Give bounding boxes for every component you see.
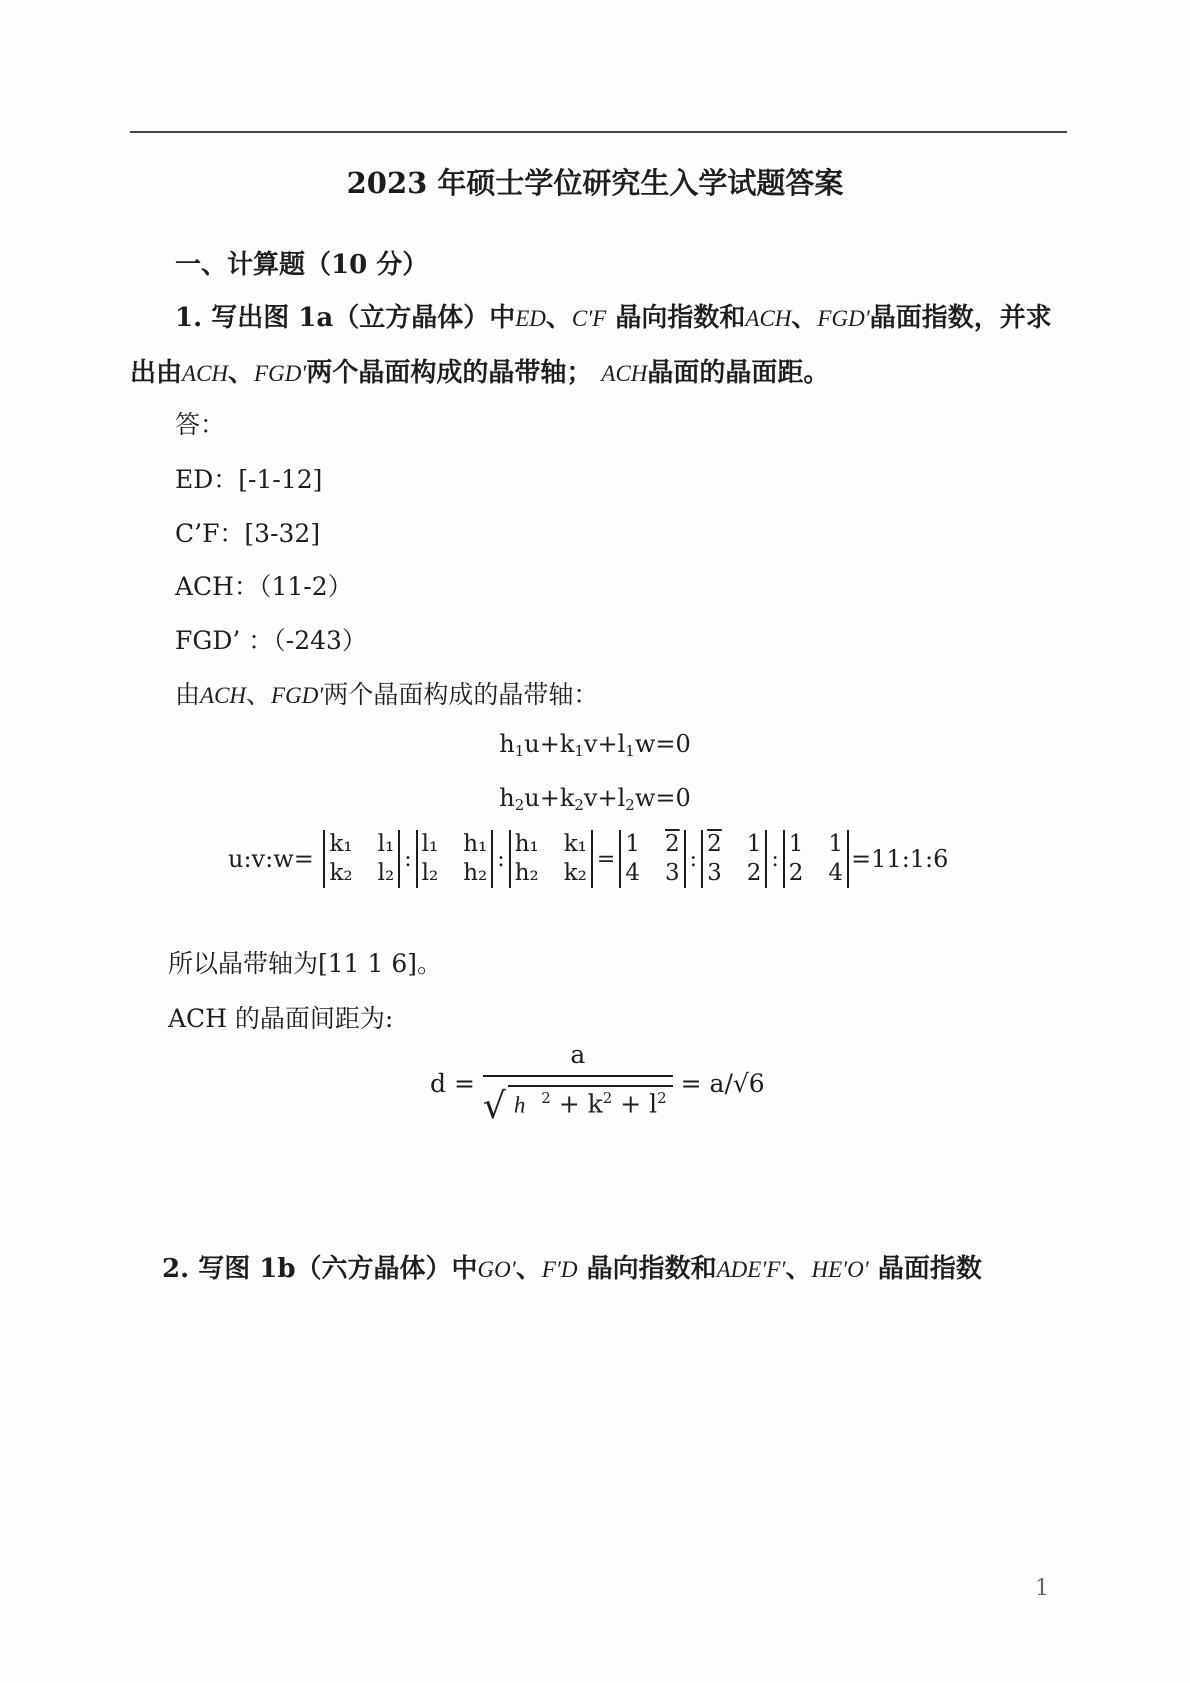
determinant-equation: u:v:w= k₁ l₁ k₂ l₂ : l₁ h₁ l₂ h₂ : h₁ k₁ h₂ k₂ = 1 2 4 3 : 2 1 3 2 : 1 1 2 4 =11:1:6 (228, 831, 949, 886)
section-heading: 一、计算题（10 分） (175, 250, 429, 280)
question-2: 2. 写图 1b（六方晶体）中GO′、F′D 晶向指数和ADE′F′、HE′O′ 晶面指数 (162, 1254, 982, 1284)
page-title: 2023 年硕士学位研究生入学试题答案 (346, 166, 844, 200)
determinant-4: 1 2 4 3 (619, 830, 685, 888)
answer-ed: ED：[-1-12] (175, 465, 323, 494)
zone-axis-intro: 由ACH、FGD′两个晶面构成的晶带轴： (175, 680, 599, 709)
question-1-line-2: 出由ACH、FGD′两个晶面构成的晶带轴； ACH晶面的晶面距。 (130, 358, 830, 388)
determinant-3: h₁ k₁ h₂ k₂ (509, 830, 593, 888)
spacing-result: = a/√6 (680, 1069, 765, 1099)
determinant-5: 2 1 3 2 (701, 830, 767, 888)
sqrt-icon: √ (482, 1086, 506, 1128)
answer-ach: ACH：（11-2） (175, 572, 353, 601)
determinant-result: =11:1:6 (851, 845, 949, 873)
uvw-label: u:v:w= (228, 845, 314, 873)
zone-axis-result: 所以晶带轴为[11 1 6]。 (168, 949, 443, 978)
question-1-line-1: 1. 写出图 1a（立方晶体）中ED、C′F 晶向指数和ACH、FGD′晶面指数，并求 (175, 303, 1052, 333)
question-number: 1. (175, 303, 203, 333)
answer-label: 答： (175, 410, 226, 439)
spacing-numerator: a (483, 1040, 673, 1077)
spacing-fraction (483, 1040, 673, 1127)
spacing-label: ACH 的晶面间距为: (168, 1004, 394, 1033)
determinant-6: 1 1 2 4 (783, 830, 849, 888)
equation-1: $h_1u+k_1v+l_1w=0$ (499, 730, 691, 760)
page-number: 1 (1035, 1576, 1049, 1601)
header-rule (130, 131, 1067, 133)
answer-fgd: FGD’ ：（-243） (175, 626, 367, 655)
spacing-formula: d = $\frac{a}{√ h ^2 + k^2 + l^2}$ = a/√6 (430, 1040, 765, 1128)
answer-cf: C’F：[3-32] (175, 519, 321, 548)
equation-2: $h_2u+k_2v+l_2w=0$ (499, 784, 691, 814)
determinant-2: l₁ h₁ l₂ h₂ (416, 830, 494, 888)
determinant-1: k₁ l₁ k₂ l₂ (323, 830, 400, 888)
question-number: 2. (162, 1254, 190, 1284)
spacing-denominator: √ h $^2 + k^2 + l^2$ (483, 1077, 673, 1127)
